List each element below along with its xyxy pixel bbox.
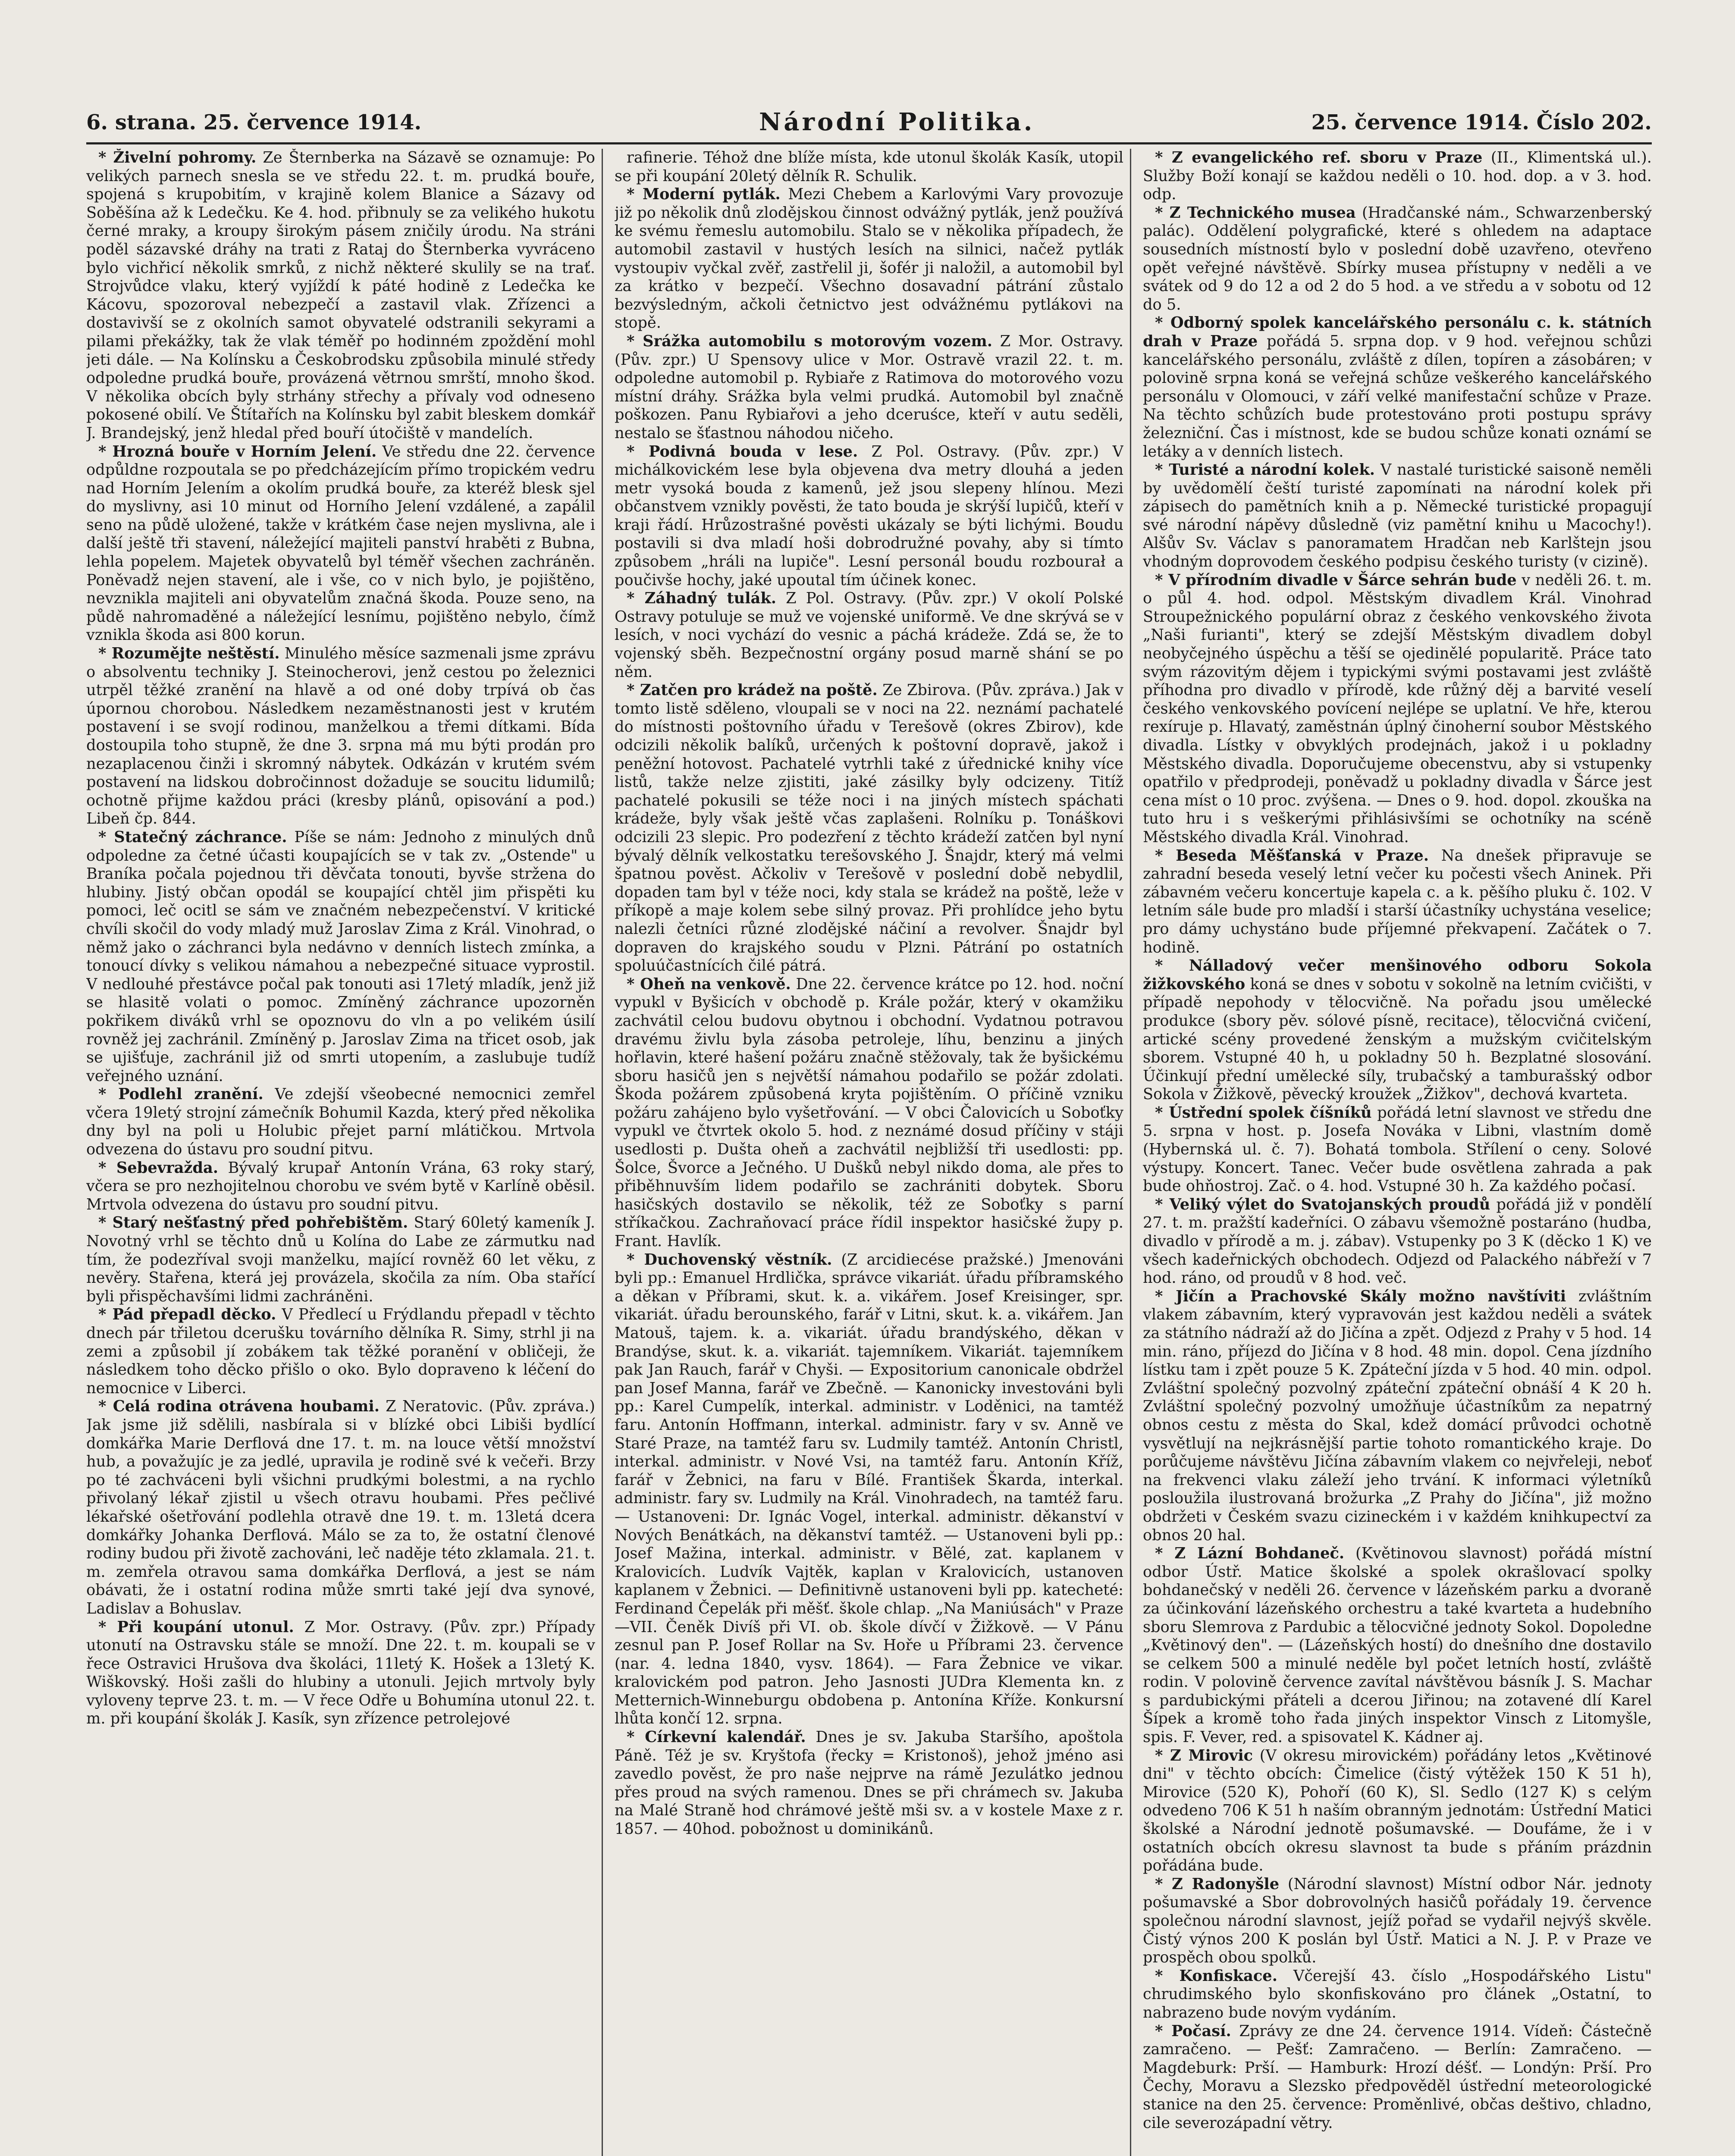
article: [615, 589, 1123, 681]
column-3: [1143, 149, 1652, 2156]
article: [1143, 571, 1652, 847]
article: [86, 1085, 595, 1159]
article-body: V Předlecí u Frýdlandu přepadl v těchto dnech pár třiletou dcerušku továrního dělníka R. Simy, strhl ji na zemi a způsobil jí zobákem tak těžké poranění v obličeji, že následkem toho děcko přišlo o oko. Bylo dopraveno k léčení do nemocnice v Liberci.: [86, 1306, 595, 1397]
article-body: Mezi Chebem a Karlovými Vary provozuje již po několik dnů zlodějskou činnost odvážný pytlák, jenž používá ke svému řemeslu automobilu. Stalo se v několika případech, že automobil zastavil v hustých lesích na silnici, načež pytlák vystoupiv vyčkal zvěř, zastřelil ji, šofér ji naložil, a automobil byl za krátko v bezpečí. Všechno dosavadní pátrání zůstalo bezvýsledným, ačkoli četnictvo jest odvážnému pytlákovi na stopě.: [615, 185, 1123, 332]
page-header: [86, 108, 1652, 144]
article-body: Minulého měsíce sazmenali jsme zprávu o absolventu techniky J. Steinocherovi, jenž cestou po železnici utrpěl těžké zranění na hlavě a od oné doby trpívá ob čas úpornou chorobou. Následkem nezaměstnanosti jest v krutém postavení i se svojí rodinou, manželkou a třemi dítkami. Bída dostoupila toho stupně, že dne 3. srpna má mu býti prodán pro nezaplacenou činži i skromný nábytek. Odkázán v krutém svém postavení na lidskou dobročinnost dožaduje se soucitu lidumilů; ochotně přijme každou práci (kresby plánů, opisování a pod.) Libeň čp. 844.: [86, 645, 595, 828]
article-body: pořádá 5. srpna dop. v 9 hod. veřejnou schůzi kancelářského personálu, zvláště z dílen, topíren a zásobáren; v polovině srpna koná se veřejná schůze veškerého kancelářského personálu v Olomouci, v září velké manifestační schůze v Praze. Na těchto schůzích bude protestováno proti postupu správy železniční. Čas i místnost, kde se budou schůze konati oznámí se letáky a v denních listech.: [1143, 332, 1652, 461]
article-body: Z Mor. Ostravy. (Pův. zpr.) Případy utonutí na Ostravsku stále se množí. Dne 22. t. m. koupali se v řece Ostravici Hrušova dva školáci, 11letý K. Hošek a 13letý K. Wiškovský. Hoši zašli do hlubiny a utonuli. Jejich mrtvoly byly vyloveny teprve 23. t. m. — V řece Odře u Bohumína utonul 22. t. m. při koupání školák J. Kasík, syn zřízence petrolejové: [86, 1618, 595, 1728]
newspaper-title: Národní Politika.: [759, 108, 1035, 136]
article-heading: * Starý nešťastný před pohřebištěm.: [98, 1214, 408, 1232]
article-heading: * Pád přepadl děcko.: [98, 1306, 276, 1324]
article: [1143, 149, 1652, 204]
article-body: Ve středu dne 22. července odpůldne rozpoutala se po předcházejícím přímo tropickém vedru nad Horním Jelením a okolím prudká bouře, za kteréž blesk sjel do myslivny, asi 10 minut od Horního Jelení vzdálené, a zapálil seno na půdě uložené, takže v krátkém čase nejen myslivna, ale i další ještě tři stavení, náležející majiteli panství hraběti z Bubna, lehla popelem. Majetek obyvatelů byl téměř všechen zachráněn. Poněvadž nejen stavení, ale i vše, co v nich bylo, je pojištěno, nevznikla majiteli ani obyvatelům značná škoda. Pouze seno, na půdě nahromaděné a náležející lesnímu, pojištěno nebylo, čímž vznikla škoda asi 800 korun.: [86, 442, 595, 644]
article: [615, 332, 1123, 443]
article-heading: * Rozumějte neštěstí.: [98, 645, 280, 663]
article-body: Dne 22. července krátce po 12. hod. noční vypukl v Byšicích v obchodě p. Krále požár, který v okamžiku zachvátil celou budovu obytnou i obchodní. Vydatnou potravou dravému živlu byla zásoba petroleje, líhu, benzinu a jiných hořlavin, které hašení požáru značně stěžovaly, tak že byšickému sboru hasičů jen s největší námahou podařilo se požár zdolati. Škoda požárem způsobená kryta pojištěním. O příčině vzniku požáru zahájeno bylo vyšetřování. — V obci Čalovicích u Soboťky vypukl ve čtvrtek okolo 5. hod. z neznámé dosud příčiny v stáji usedlosti p. Dušta oheň a zachvátil nejbližší tři usedlosti: pp. Šolce, Švorce a Ječného. U Dušků nebyl nikdo doma, ale přes to přiběhnuvším lidem podařilo se zachrániti dobytek. Sboru hasičských dostavilo se několik, též ze Soboťky s parní stříkačkou. Zachraňovací práce řídil inspektor hasičské župy p. Frant. Havlík.: [615, 975, 1123, 1250]
article-body: Z Pol. Ostravy. (Pův. zpr.) V okolí Polské Ostravy potuluje se muž ve vojenské uniformě. Ve dne skrývá se v lesích, v noci vychází do vesnic a páchá krádeže. Zdá se, že to vojenský sběh. Bezpečnostní orgány posud marně shání se po něm.: [615, 589, 1123, 681]
article-heading: * Veliký výlet do Svatojanských proudů: [1155, 1195, 1490, 1213]
column-rule: [1130, 149, 1131, 2156]
article-heading: * Zatčen pro krádež na poště.: [627, 681, 878, 699]
article-body: (Národní slavnost) Místní odbor Nár. jednoty pošumavské a Sbor dobrovolných hasičů pořádaly 19. července společnou národní slavnost, jejíž pořad se vydařil nejvýš skvěle. Čistý výnos 200 K poslán byl Ústř. Matici a N. J. P. v Praze ve prospěch obou spolků.: [1143, 1875, 1652, 1967]
article: [86, 1398, 595, 1618]
article-heading: * Statečný záchrance.: [98, 828, 287, 846]
article-body: (V okresu mirovickém) pořádány letos „Květinové dni" v těchto obcích: Čimelice (čistý výtěžek 150 K 51 h), Mirovice (520 K), Pohoří (60 K), Sl. Sedlo (127 K) s celým odvedeno 706 K 51 h naším obranným jednotám: Ústřední Matici školské a Národní jednotě pošumavské. — Doufáme, že i v ostatních obcích okresu slavnost ta bude s přáním prázdnin pořádána bude.: [1143, 1746, 1652, 1875]
article: [1143, 1967, 1652, 2022]
article-body: rafinerie. Téhož dne blíže místa, kde utonul školák Kasík, utopil se při koupání 20letý dělník R. Schulik.: [615, 149, 1123, 185]
column-1: [86, 149, 595, 2156]
article: [86, 1159, 595, 1214]
article-heading: * Duchovenský věstník.: [627, 1250, 832, 1269]
article-body: pořádá již v pondělí 27. t. m. pražští kadeřníci. O zábavu všemožně postaráno (hudba, divadlo v přírodě a m. j. zábav). Vstupenky po 3 K (děcko 1 K) ve všech kadeřnických obchodech. Odjezd od Palackého nábřeží v 7 hod. ráno, od proudů v 8 hod. več.: [1143, 1195, 1652, 1287]
article: [1143, 957, 1652, 1104]
article-body: (Hradčanské nám., Schwarzenberský palác). Oddělení polygrafické, které s ohledem na adaptace sousedních místností bylo v poslední době uzavřeno, otevřeno opět veřejné návštěvě. Sbírky musea přístupny v neděli a ve svátek od 9 do 12 a od 2 do 5 hod. a ve středu a v sobotu od 12 do 5.: [1143, 204, 1652, 313]
article-heading: * Z Lázní Bohdaneč.: [1155, 1545, 1345, 1563]
article-body: Ze Šternberka na Sázavě se oznamuje: Po velikých parnech snesla se ve středu 22. t. m. prudká bouře, spojená s krupobitím, v krajině kolem Blanice a Sázavy od Soběšína až k Ledečku. Ke 4. hod. přibnuly se za velikého hukotu černé mraky, a kroupy širokým pásem zničily úrodu. Na stráni poděl sázavské dráhy na trati z Rataj do Šternberka vyvráceno bylo vichřicí několik smrků, z nichž některé skulily se na trať. Strojvůdce vlaku, který vyjíždí k páté hodině z Ledečka ke Kácovu, spozoroval nebezpečí a zastavil vlak. Zřízenci a dostavivší se z okolních samot obyvatelé odstranili sekyrami a pilami překážky, tak že vlak téměř po hodinném zpoždění mohl jeti dále. — Na Kolínsku a Českobrodsku způsobila minulé středy odpoledne prudká bouře, provázená větrnou smrští, mnoho škod. V několika obcích byly strhány střechy a přívaly vod odneseno pokosené obilí. Ve Štítařích na Kolínsku byl zabit bleskem domkář J. Brandejský, jenž hledal před bouří útočiště v mandelích.: [86, 149, 595, 442]
article-heading: * Při koupání utonul.: [98, 1618, 294, 1636]
article: [1143, 204, 1652, 314]
article: [1143, 2022, 1652, 2133]
article-heading: * Jičín a Prachovské Skály možno navštíviti: [1155, 1287, 1566, 1305]
article: [615, 443, 1123, 590]
article-heading: * Počasí.: [1155, 2022, 1231, 2040]
article: [1143, 1288, 1652, 1545]
article: [86, 443, 595, 645]
article-heading: * Sebevražda.: [98, 1159, 219, 1177]
article-body: (Z arcidiecése pražské.) Jmenováni byli pp.: Emanuel Hrdlička, správce vikariát. úřadu příbramského a děkan v Příbrami, skut. k. a. vikářem. Josef Kreisinger, spr. vikariát. úřadu berounského, farář v Litni, skut. k. a. vikářem. Jan Matouš, tajem. k. a. vikariát. úřadu brandýského, děkan v Brandýse, skut. k. a. vikariát. tajemníkem. Vikariát. tajemníkem pak Jan Rauch, farář v Chyši. — Expositorium canonicale obdržel pan Josef Manna, farář ve Zbečně. — Kanonicky investováni byli pp.: Karel Cumpelík, interkal. administr. v Loděnici, na tamtéž faru. Antonín Hoffmann, interkal. administr. fary v sv. Anně ve Staré Praze, na tamtéž faru sv. Ludmily tamtéž. Antonín Christl, interkal. administr. v Nové Vsi, na tamtéž faru. Antonín Kříž, farář v Žebnici, na faru v Bílé. František Škarda, interkal. administr. fary sv. Ludmily na Král. Vinohradech, na tamtéž faru. — Ustanoveni: Dr. Ignác Vogel, interkal. administr. děkanství v Nových Benátkách, na děkanství tamtéž. — Ustanoveni byli pp.: Josef Mažina, interkal. administr. v Bělé, zat. kaplanem v Kralovicích. Ludvík Vajtěk, kaplan v Kralovicích, ustanoven kaplanem v Žebnici. — Definitivně ustanoveni byli pp. katecheté: Ferdinand Čepelák při měšť. škole chlap. „Na Maniúsách" v Praze—VII. Čeněk Divíš při VI. ob. škole dívčí v Žižkově. — V Pánu zesnul pan P. Josef Rollar na Sv. Hoře u Příbrami 23. července (nar. 4. ledna 1840, vysv. 1864). — Fara Žebnice ve vikar. kralovickém pod patron. Jeho Jasnosti JUDra Klementa kn. z Metternich-Winneburgu obdobena p. Antonína Kříže. Konkursní lhůta končí 12. srpna.: [615, 1250, 1123, 1728]
article-heading: * Podlehl zranění.: [98, 1085, 264, 1103]
article: [1143, 314, 1652, 461]
article: [86, 1618, 595, 1729]
article: [1143, 1545, 1652, 1747]
article: [86, 1214, 595, 1306]
article: [1143, 461, 1652, 571]
article: [1143, 1747, 1652, 1875]
article-heading: * Odborný spolek kancelářského personálu c. k. státních drah v Praze: [1143, 314, 1652, 350]
article: [1143, 1875, 1652, 1967]
article-heading: * Ústřední spolek číšníků: [1155, 1103, 1372, 1122]
article-heading: * Z Mirovic: [1155, 1746, 1253, 1764]
article-body: (II., Klimentská ul.). Služby Boží konají se každou neděli o 10. hod. dop. a v 3. hod. odp.: [1143, 149, 1652, 204]
article-body: Z Pol. Ostravy. (Pův. zpr.) V michálkovickém lese byla objevena dva metry dlouhá a jeden metr vysoká bouda z kamenů, jež jsou slepeny hlínou. Mezi občanstvem vznikly pověsti, že tato bouda je skrýší lupičů, kteří v kraji řádí. Hrůzostrašné pověsti ukázaly se býti lichými. Boudu postavili si dva mladí hoši dobrodružné povahy, aby si tímto způsobem „hráli na lupiče". Lesní personál boudu rozbourał a poučivše hochy, jaké upoutal tím účinek konec.: [615, 442, 1123, 589]
article-heading: * Z Radonyšle: [1155, 1875, 1280, 1893]
article-body: Starý 60letý kameník J. Novotný vrhl se těchto dnů u Kolína do Labe ze zármutku nad tím, že podezříval svoji manželku, mající rovněž 60 let věku, z nevěry. Stařena, která jej provázela, skočila za ním. Oba stařící byli přispěchavšími lidmi zachráněni.: [86, 1214, 595, 1305]
article-heading: * Oheň na venkově.: [627, 975, 791, 993]
article-heading: * Turisté a národní kolek.: [1155, 461, 1375, 479]
article-heading: * Srážka automobilu s motorovým vozem.: [627, 332, 992, 350]
article-heading: * Živelní pohromy.: [98, 149, 257, 166]
article-body: Včerejší 43. číslo „Hospodářského Listu" chrudimského bylo skonfiskováno pro článek „Ostatní, to nabrazeno bude novým vydáním.: [1143, 1967, 1652, 2021]
article-body: Dnes je sv. Jakuba Staršího, apoštola Páně. Též je sv. Kryštofa (řecky = Kristonoš), jehož jméno asi zavedlo pověst, že pro naše nejprve na rámě Jezulátko jednou přes proud na svých ramenou. Dnes se při chrámech sv. Jakuba na Malé Straně hod chrámové ještě mši sv. a v kostele Maxe z r. 1857. — 40hod. pobožnost u dominikánů.: [615, 1728, 1123, 1838]
article: [615, 1251, 1123, 1728]
article-body: Píše se nám: Jednoho z minulých dnů odpoledne za četné účasti koupajících se v tak zv. „Ostende" u Braníka počala pojednou tři děvčata tonouti, byvše stržena do hlubiny. Jistý občan opodál se koupající chtěl jim přispěti ku pomoci, leč ocitl se sám ve značném nebezpečenství. V kritické chvíli skočil do vody mladý muž Jaroslav Zima z Král. Vinohrad, o němž jako o záchranci byla nedávno v denních listech zmínka, a tonoucí dívky s velikou námahou a nebezpečné situace vyprostil. V nedlouhé přestávce počal pak tonouti asi 17letý mladík, jenž již se hlasitě volati o pomoc. Zmíněný záchrance upozorněn pokřikem diváků vrhl se opoznovu do vln a po velikém úsilí rovněž jej zachránil. Zmíněný p. Jaroslav Zima na třicet osob, jak se ujišťuje, zachránil již od smrti utopením, a zaslubuje tudíž veřejného uznání.: [86, 828, 595, 1085]
column-2: [615, 149, 1123, 2156]
column-rule: [602, 149, 603, 2156]
article-body: zvláštním vlakem zábavním, který vypravován jest každou neděli a svátek za státního nádraží až do Jičína a zpět. Odjezd z Prahy v 5 hod. 14 min. ráno, příjezd do Jičína v 8 hod. 48 min. dopol. Cena jízdního lístku tam i zpět pouze 5 K. Zpáteční jízda v 5 hod. 40 min. odpol. Zvláštní společný pozvolný zpáteční zpáteční obnáší 4 K 20 h. Zvláštní společný pozvolný umožňuje účastníkům za nepatrný obnos cestu z města do Skal, kdež domácí průvodci ochotně vysvětlují na nejkrásnější partie tohoto romantického kraje. Do porůčujeme návštěvu Jičína zábavním vlakem co nejvřeleji, neboť na frekvenci vlaku záleží jeho trvání. K informaci výletníků posloužila ilustrovaná brožurka „Z Prahy do Jičína", již možno obdržeti v Českém svazu cizineckém i v každém knihkupectví za obnos 20 hal.: [1143, 1287, 1652, 1544]
article-body: pořádá letní slavnost ve středu dne 5. srpna v host. p. Josefa Nováka v Libni, vlastním domě (Hybernská ul. č. 7). Bohatá tombola. Střílení o ceny. Solové výstupy. Koncert. Tanec. Večer bude osvětlena zahrada a pak bude ohňostroj. Zač. o 4. hod. Vstupné 30 h. Za každého počasí.: [1143, 1103, 1652, 1195]
article-heading: * V přírodním divadle v Šárce sehrán bude: [1155, 571, 1517, 589]
article-heading: * Moderní pytlák.: [627, 185, 781, 204]
article: [1143, 1196, 1652, 1288]
article-heading: * Nálladový večer menšinového odboru Sokola žižkovského: [1143, 957, 1652, 993]
header-date-left: 6. strana. 25. července 1914.: [86, 110, 422, 135]
article: [1143, 847, 1652, 957]
article: [615, 681, 1123, 975]
article-body: Z Neratovic. (Pův. zpráva.) Jak jsme již sdělili, nasbírala si v blízké obci Libiši bydlící domkářka Marie Derflová dne 17. t. m. na louce větší množství hub, a považujíc je za jedlé, upravila je rodině své k večeři. Brzy po té zachváceni byli všichni prudkými bolestmi, a na rychlo přivolaný lékař zjistil u všech otravu houbami. Přes pečlivé lékařské ošetřování podlehla otravě dne 19. t. m. 13letá dcera domkářky Johanka Derflová. Málo se za to, že ostatní členové rodiny budou při životě zachováni, leč naděje této zklamala. 21. t. m. zemřela otravou sama domkářka Derflová, a jest se nám obávati, že i ostatní rodina může smrti také její dva synové, Ladislav a Bohuslav.: [86, 1398, 595, 1617]
header-date-issue: 25. července 1914. Číslo 202.: [1311, 110, 1652, 135]
article-heading: * Církevní kalendář.: [627, 1728, 806, 1746]
article: [1143, 1104, 1652, 1196]
article: [615, 975, 1123, 1251]
article-body: Bývalý krupař Antonín Vrána, 63 roky starý, včera se pro nezhojitelnou chorobu ve svém bytě v Karlíně oběsil. Mrtvola odvezena do ústavu pro soudní pitvu.: [86, 1159, 595, 1213]
article-body: Ve zdejší všeobecné nemocnici zemřel včera 19letý strojní zámečník Bohumil Kazda, který před několika dny byl na poli u Holubic přejet parní mlátičkou. Mrtvola odvezena do ústavu pro soudní pitvu.: [86, 1085, 595, 1159]
article: [86, 1306, 595, 1398]
article-body: (Květinovou slavnost) pořádá místní odbor Ústř. Matice školské a spolek okrašlovací spolky bohdanečský v neděli 26. července v lázeňském parku a dvoraně za účinkování lázeňského orchestru a také kvarteta a hudebního sboru Slemrova z Pardubic a tělocvičné jednoty Sokol. Dopoledne „Květinový den". — (Lázeňských hostí) do dnešního dne dostavilo se celkem 500 a minulé neděle byl počet letních hostí, zvláště rodin. V polovině července zavítal návštěvou básník J. S. Machar s pardubickými přáteli a dcerou Jiřinou; na zotavené dlí Karel Šípek a kromě toho řada jiných inspektor Vinsch z Litomyšle, spis. F. Vever, red. a spisovatel K. Kádner aj.: [1143, 1545, 1652, 1746]
article-body: koná se dnes v sobotu v sokolně na letním cvičišti, v případě nepohody v tělocvičně. Na pořadu jsou umělecké produkce (sbory pěv. sólové písně, recitace), tělocvičná cvičení, artické scény provedené ženským a mužským cvičitelským sborem. Vstupné 40 h, u pokladny 50 h. Bezplatné slosování. Účinkují přední umělecké síly, trubačský a tamburašský odbor Sokola v Žižkově, pěvecký kroužek „Žižkov", dechová kvarteta.: [1143, 975, 1652, 1103]
article-heading: * Z Technického musea: [1155, 204, 1356, 222]
article-heading: * Podivná bouda v lese.: [627, 442, 858, 461]
article-body: v neděli 26. t. m. o půl 4. hod. odpol. Městským divadlem Král. Vinohrad Stroupežnického populární obraz z českého venkovského života „Naši furianti", který se zdejší Městským divadlem dobyl neobyčejného úspěchu a těší se ojedinělé popularitě. Práce tato svým rázovitým dějem i typickými svými postavami jest zvláště příhodna pro divadlo v přírodě, kde růžný děj a barvité veselí českého venkovského povícení nejlépe se uplatní. Ve hře, kterou rexíruje p. Hlavatý, zaměstnán úplný činoherní soubor Městského divadla. Lístky v obvyklých prodejnách, jakož i u pokladny Městského divadla. Doporučujeme obecenstvu, aby si vstupenky opatřilo v předprodeji, poněvadž u pokladny divadla v Šárce jest cena míst o 10 proc. zvýšena. — Dnes o 9. hod. dopol. zkouška na tuto hru i s veškerými přihlásivšími se ochotníky na scéně Městského divadla Král. Vinohrad.: [1143, 571, 1652, 846]
article-body: Ze Zbirova. (Pův. zpráva.) Jak v tomto listě sděleno, vloupali se v noci na 22. neznámí pachatelé do místnosti poštovního úřadu v Terešově (okres Zbirov), kde odcizili několik balíků, určených k poštovní dopravě, jakož i peněžní hotovost. Pachatelé vytrhli také z úřednické knihy více listů, takže nelze zjistiti, jaké zásilky byly odcizeny. Titíž pachatelé pokusili se téže noci i na jiných místech spáchati krádeže, byly však ještě včas zaplašeni. Rolníku p. Tonáškovi odcizili 23 slepic. Pro podezření z těchto krádeží zatčen byl nyní bývalý dělník velkostatku terešovského J. Šnajdr, který má velmi špatnou pověst. Ačkoliv v Terešově v poslední době nebydlil, dopaden tam byl v téže noci, kdy stala se krádež na poště, leže v příkopě a maje kolem sebe silný provaz. Při prohlídce jeho bytu nalezli četníci různé zlodějské náčiní a revolver. Šnajdr byl dopraven do krajského soudu v Plzni. Pátrání po ostatních spoluúčastnících čilé pátrá.: [615, 681, 1123, 975]
article-body: Z Mor. Ostravy. (Pův. zpr.) U Spensovy ulice v Mor. Ostravě vrazil 22. t. m. odpoledne automobil p. Rybiaře z Ratimova do motorového vozu místní dráhy. Srážka byla velmi prudká. Automobil byl značně poškozen. Panu Rybiařovi a jeho dceruśce, kteří v autu seděli, nestalo se šťastnou náhodou ničeho.: [615, 332, 1123, 442]
article-heading: * Z evangelického ref. sboru v Praze: [1155, 149, 1483, 166]
article: [615, 149, 1123, 185]
article-heading: * Beseda Měšťanská v Praze.: [1155, 846, 1429, 865]
article: [615, 1728, 1123, 1839]
article-heading: * Konfiskace.: [1155, 1967, 1277, 1985]
article: [615, 185, 1123, 332]
article-body: V nastalé turistické saisoně neměli by uvědomělí čeští turisté zapomínati na národní kolek při zápisech do pamětních knih a p. Německé turistické propagují své národní nápěvy důsledně (viz pamětní knihu u Macochy!). Alšův Sv. Václav s panoramatem Hradčan neb Karlštejn jsou vhodným doprovodem českého podpisu českého turisty (v cizině).: [1143, 461, 1652, 571]
article-body: Zprávy ze dne 24. července 1914. Vídeň: Částečně zamračeno. — Pešť: Zamračeno. — Berlín: Zamračeno. — Magdeburk: Prší. — Hamburk: Hrozí déšť. — Londýn: Prší. Pro Čechy, Moravu a Slezsko předpověděl ústřední meteorologické stanice na den 25. července: Proměnlivé, občas deštivo, chladno, cile severozápadní větry.: [1143, 2022, 1652, 2132]
article-heading: * Celá rodina otrávena houbami.: [98, 1398, 380, 1416]
article-body: Na dnešek připravuje se zahradní beseda veselý letní večer ku počesti všech Aninek. Při zábavném večeru koncertuje kapela c. a k. pěšího pluku č. 102. V letním sále bude pro mladší i starší účastníky uchystána veselice; pro dámy uchystáno bude příjemné překvapení. Začátek o 7. hodině.: [1143, 846, 1652, 956]
article-heading: * Hrozná bouře v Horním Jelení.: [98, 442, 377, 461]
article: [86, 828, 595, 1085]
article: [86, 645, 595, 828]
article: [86, 149, 595, 443]
article-heading: * Záhadný tulák.: [627, 589, 776, 608]
